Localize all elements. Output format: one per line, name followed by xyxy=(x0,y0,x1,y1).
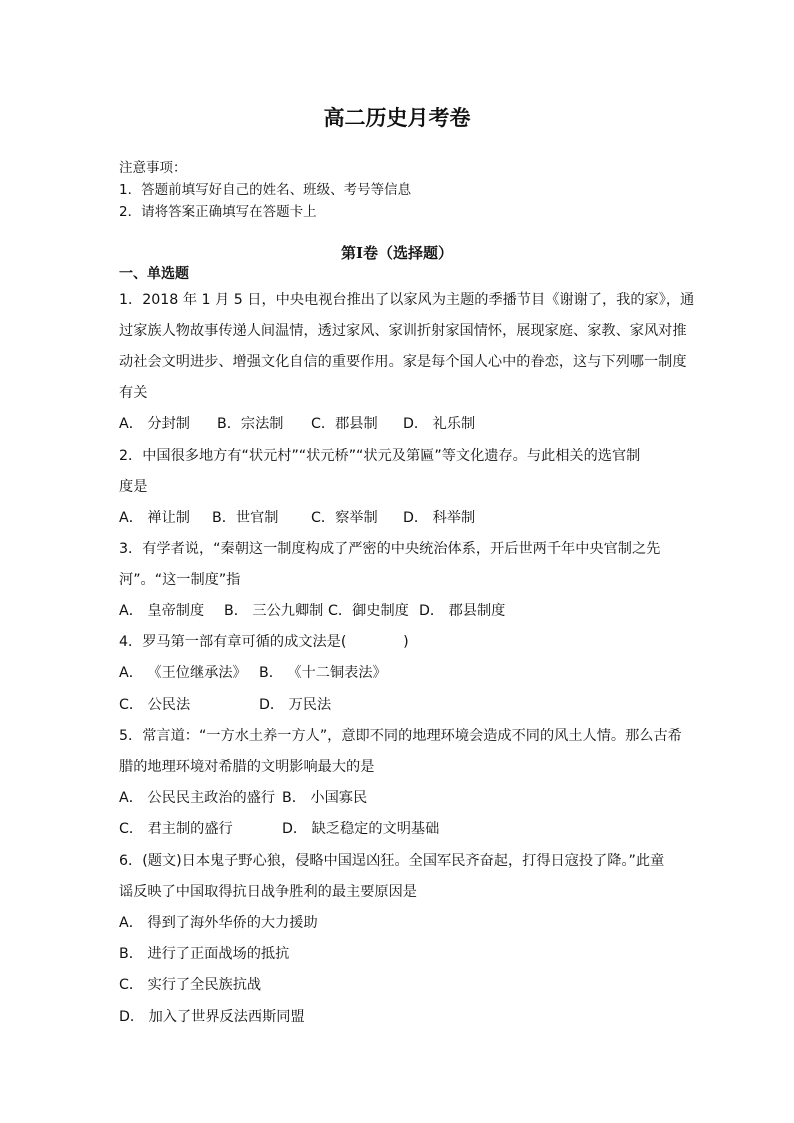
q4-options-row xyxy=(119,663,387,683)
q4-option-a[interactable]: A． 《王位继承法》 xyxy=(119,665,247,681)
q3-option-a[interactable]: A． 皇帝制度 xyxy=(119,603,205,619)
q5-options-row xyxy=(119,819,439,839)
q4-option-c[interactable]: C． 公民法 xyxy=(119,697,191,713)
q3-text-line: 3．有学者说，“秦朝这一制度构成了严密的中央统治体系，开后世两千年中央官制之先 xyxy=(119,541,661,557)
q1-text-line: 1．2018 年 1 月 5 日，中央电视台推出了以家风为主题的季播节目《谢谢了，我的家》，通 xyxy=(119,292,695,308)
notes-item: 2．请将答案正确填写在答题卡上 xyxy=(119,204,317,220)
notes-block xyxy=(119,157,411,223)
q3-text-line: 河”。“这一制度”指 xyxy=(119,572,241,588)
q1-text-line: 有关 xyxy=(119,385,148,401)
q3-option-b[interactable]: B． 三公九卿制 xyxy=(224,603,324,619)
q5-option-b[interactable]: B． 小国寡民 xyxy=(282,790,368,806)
section-title: 第I卷（选择题） xyxy=(340,244,454,262)
q6-text-line: 谣反映了中国取得抗日战争胜利的最主要原因是 xyxy=(119,884,417,900)
q6-option-d[interactable]: D． 加入了世界反法西斯同盟 xyxy=(119,1009,305,1025)
q5-text-line: 腊的地理环境对希腊的文明影响最大的是 xyxy=(119,759,375,775)
q4-option-d[interactable]: D． 万民法 xyxy=(259,697,332,713)
q5-option-a[interactable]: A． 公民民主政治的盛行 xyxy=(119,790,276,806)
q2-option-a[interactable]: A． 禅让制 xyxy=(119,510,190,526)
q3-option-d[interactable]: D． 郡县制度 xyxy=(419,603,506,619)
q1-options xyxy=(119,414,475,434)
q4-option-b[interactable]: B． 《十二铜表法》 xyxy=(259,665,387,681)
notes-item: 1．答题前填写好自己的姓名、班级、考号等信息 xyxy=(119,182,412,198)
q5-text-line: 5．常言道：“一方水土养一方人”，意即不同的地理环境会造成不同的风土人情。那么古希 xyxy=(119,728,682,744)
exam-title: 高二历史月考卷 xyxy=(323,105,471,130)
q3-option-c[interactable]: C．御史制度 xyxy=(328,603,409,619)
q1-text-line: 过家族人物故事传递人间温情，透过家风、家训折射家国情怀，展现家庭、家教、家风对推 xyxy=(119,323,687,339)
q3-options xyxy=(119,601,505,621)
q4-text-line: 4．罗马第一部有章可循的成文法是( ) xyxy=(119,634,409,650)
q1-text-line: 动社会文明进步、增强文化自信的重要作用。家是每个国人心中的眷恋，这与下列哪一制度 xyxy=(119,354,687,370)
q6-text-line: 6．(题文)日本鬼子野心狼，侵略中国逞凶狂。全国军民齐奋起，打得日寇投了降。”此童 xyxy=(119,853,665,869)
q4-options-row xyxy=(119,695,331,715)
q2-text-line: 2．中国很多地方有“状元村”“状元桥”“状元及第匾”等文化遗存。与此相关的选官制 xyxy=(119,448,641,464)
q6-option-c[interactable]: C． 实行了全民族抗战 xyxy=(119,977,262,993)
q2-options xyxy=(119,508,475,528)
q1-option-d[interactable]: D． 礼乐制 xyxy=(403,416,476,432)
q1-option-b[interactable]: B．宗法制 xyxy=(217,416,284,432)
q1-option-c[interactable]: C．郡县制 xyxy=(311,416,378,432)
q6-option-b[interactable]: B． 进行了正面战场的抵抗 xyxy=(119,946,290,962)
q2-option-d[interactable]: D． 科举制 xyxy=(403,510,476,526)
q5-option-c[interactable]: C． 君主制的盛行 xyxy=(119,821,233,837)
q5-options-row xyxy=(119,788,367,808)
notes-heading: 注意事项： xyxy=(119,160,187,176)
q6-option-a[interactable]: A． 得到了海外华侨的大力援助 xyxy=(119,915,318,931)
part-heading: 一、单选题 xyxy=(119,266,189,282)
q2-text-line: 度是 xyxy=(119,479,148,495)
q2-option-b[interactable]: B．世官制 xyxy=(212,510,279,526)
q1-option-a[interactable]: A． 分封制 xyxy=(119,416,190,432)
q5-option-d[interactable]: D． 缺乏稳定的文明基础 xyxy=(282,821,440,837)
q2-option-c[interactable]: C．察举制 xyxy=(311,510,378,526)
